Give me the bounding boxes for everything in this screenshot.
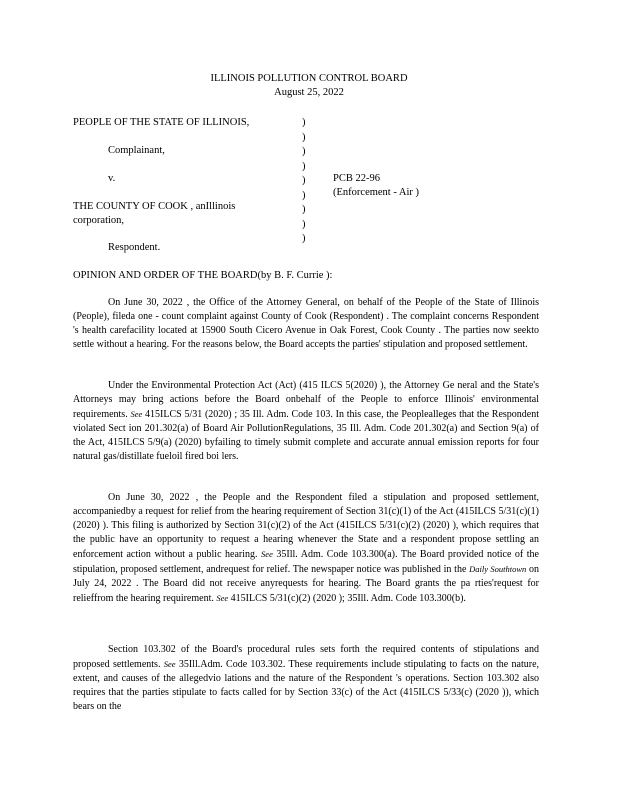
caption-paren: )	[302, 160, 306, 172]
case-type: (Enforcement - Air )	[333, 187, 420, 198]
paragraph-4-text-b: 35Ill.Adm. Code 103.302. These requirements include stipulating to facts on the nature, extent, and causes of the allegedvio lations and the nature of the Respondent 's operations. Section 103.302 also requires that the parties stipulate to facts called for by Section 33(c) of the Act (415ILCS 5/33(c) (2020 )), which bears on the	[73, 659, 540, 712]
paragraph-1-text: On June 30, 2022 , the Office of the Attorney General, on behalf of the People of the State of Illinois (People), fileda one - count complaint against County of Cook (Respondent) . The complaint concerns Respondent 's health carefacility located at 15900 South Cicero Avenue in Oak Forest, Cook County . The parties now seekto settle without a hearing. For the reasons below, the Board accepts the parties' stipulation and proposed settlement.	[73, 297, 539, 350]
respondent-role: Respondent.	[108, 242, 161, 253]
caption-paren: )	[302, 233, 306, 244]
complainant-party: PEOPLE OF THE STATE OF ILLINOIS,	[73, 117, 250, 128]
paragraph-3-text-d: 415ILCS 5/31(c)(2) (2020 ); 35Ill. Adm. Code 103.300(b).	[228, 593, 466, 604]
see-signal: See	[216, 593, 229, 603]
paragraph-2	[73, 379, 539, 464]
paragraph-1	[73, 296, 539, 352]
respondent-party-line2: corporation,	[73, 215, 125, 226]
see-signal: See	[163, 659, 176, 669]
complainant-role: Complainant,	[108, 145, 165, 156]
caption-paren: )	[302, 146, 306, 157]
see-signal: See	[130, 409, 143, 419]
caption-paren: )	[302, 175, 306, 186]
versus: v.	[108, 173, 116, 184]
paragraph-3-text-a: On June 30, 2022 , the People and the Respondent filed a stipulation and proposed settlement, accompaniedby a request for relief from the hearing requirement of Section 31(c)(1) of the Act (415ILCS 5/31(c)(1) (2020) ). This filing is authorized by Section 31(c)(2) of the Act (415ILCS 5/31(c)(2) (2020) ), which requires that the public have an opportunity to request a hearing whenever the State and a respondent propose settling an enforcement action without a public hearing.	[73, 492, 539, 560]
caption-paren: )	[302, 131, 306, 143]
see-signal: See	[261, 549, 273, 559]
respondent-party-line1: THE COUNTY OF COOK , anIllinois	[73, 201, 236, 212]
opinion-heading: OPINION AND ORDER OF THE BOARD(by B. F. Currie ):	[73, 270, 333, 281]
case-number: PCB 22-96	[333, 173, 380, 184]
paragraph-3-text-c: on July 24, 2022 . The Board did not receive anyrequests for hearing. The Board grants the pa rties'request for relieffrom the hearing requirement.	[73, 564, 540, 604]
order-date: August 25, 2022	[274, 87, 344, 98]
caption-paren: )	[302, 218, 306, 230]
paragraph-2-text-a: Under the Environmental Protection Act (Act) (415 ILCS 5(2020) ), the Attorney Ge neral and the State's Attorneys may bring actions before the Board onbehalf of the People to enforce Illinois' environmental requirements.	[73, 380, 539, 420]
paragraph-3	[73, 491, 539, 606]
board-name: ILLINOIS POLLUTION CONTROL BOARD	[210, 73, 408, 84]
paragraph-3-text-b: 35Ill. Adm. Code 103.300(a). The Board provided notice of the stipulation, proposed settlement, andrequest for relief. The newspaper notice was published in the	[73, 549, 539, 575]
caption-parentheses	[302, 116, 312, 247]
caption-paren: )	[302, 117, 306, 128]
caption-paren: )	[302, 189, 306, 201]
paragraph-4-text-a: Section 103.302 of the Board's procedural rules sets forth the required contents of stipulations and proposed settlements.	[73, 644, 539, 670]
caption-paren: )	[302, 204, 306, 215]
paragraph-2-text-b: 415ILCS 5/31 (2020) ; 35 Ill. Adm. Code 103. In this case, the Peoplealleges that the Respondent violated Sect ion 201.302(a) of Board Air PollutionRegulations, 35 Ill. Adm. Code 201.302(a) and Section 9(a) of the Act, 415ILCS 5/9(a) (2020) byfailing to timely submit complete and accurate annual emission reports for four natural gas/distillate fueloil fired boi lers.	[73, 409, 540, 462]
paragraph-4	[73, 643, 539, 714]
newspaper-name: Daily Southtown	[469, 564, 527, 574]
